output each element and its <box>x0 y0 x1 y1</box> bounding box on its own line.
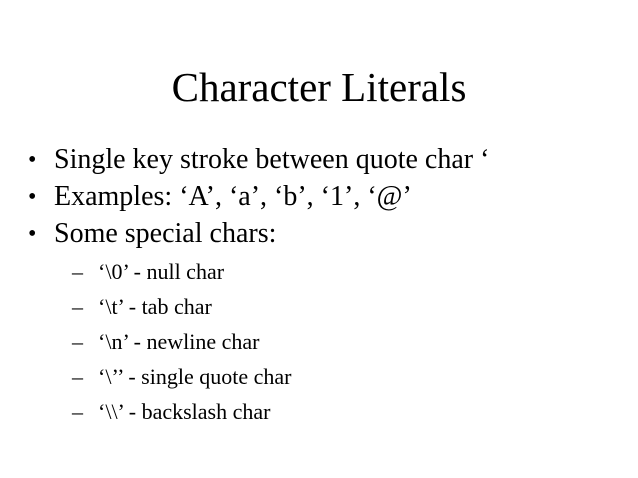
slide-title: Character Literals <box>171 64 467 110</box>
sub-bullet-marker: – <box>72 364 83 389</box>
sub-bullet-marker: – <box>72 329 83 354</box>
bullet-text: Single key stroke between quote char ‘ <box>54 144 490 175</box>
sub-bullet-text: ‘\’’ - single quote char <box>98 364 292 389</box>
sub-bullet-marker: – <box>72 259 83 284</box>
sub-bullet-text: ‘\0’ - null char <box>98 259 225 284</box>
sub-bullet-marker: – <box>72 294 83 319</box>
sub-bullet-marker: – <box>72 399 83 424</box>
bullet-marker: • <box>28 221 37 247</box>
sub-bullet-text: ‘\n’ - newline char <box>98 329 260 354</box>
bullet-text: Some special chars: <box>54 218 277 249</box>
bullet-marker: • <box>28 184 37 210</box>
bullet-marker: • <box>28 147 37 173</box>
sub-bullet-text: ‘\\’ - backslash char <box>98 399 271 424</box>
sub-bullet-text: ‘\t’ - tab char <box>98 294 212 319</box>
bullet-text: Examples: ‘A’, ‘a’, ‘b’, ‘1’, ‘@’ <box>54 181 412 212</box>
